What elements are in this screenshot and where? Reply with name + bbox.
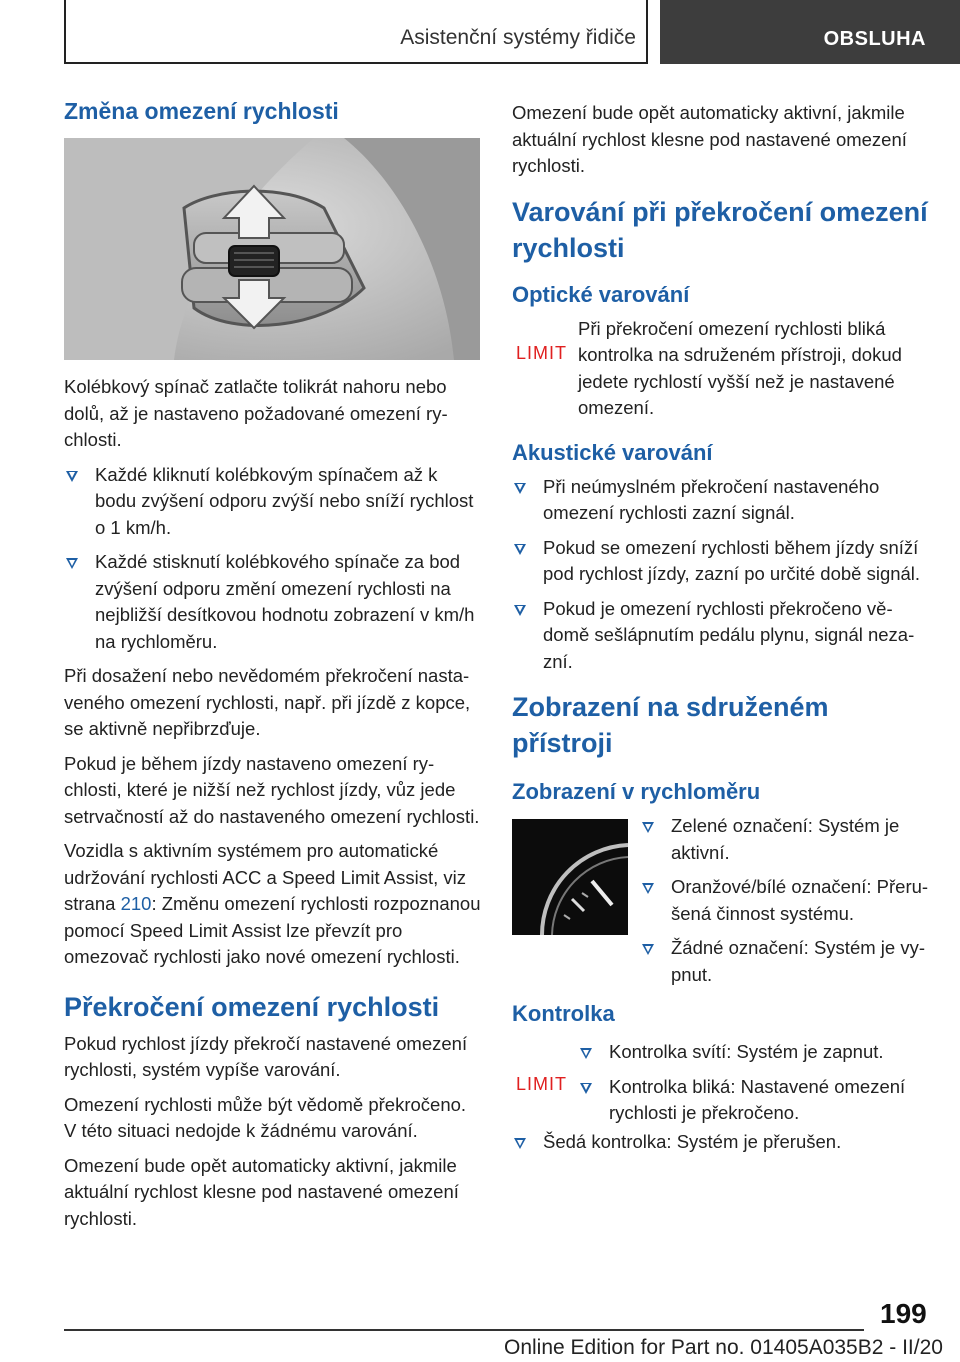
triangle-bullet-icon — [66, 471, 78, 482]
steering-wheel-rocker-image — [64, 138, 480, 360]
list-item: Pokud se omezení rychlosti během jízdy sníží pod rychlost jízdy, zazní po určité době signál. — [512, 535, 928, 588]
optical-warning-block — [512, 316, 928, 422]
heading-optical-warning: Optické varování — [512, 281, 690, 307]
paragraph: Pokud je během jízdy nastaveno omezení rychlosti, které je nižší než rychlost jízdy, vůz jede setrvačností až do nastaveného omezení rychlosti. — [64, 752, 480, 827]
list-item: Každé stisknutí kolébkového spínače za bod zvýšení odporu změní omezení rychlosti na nejbližší desítkovou hodnotu zobrazení v km/h na rychloměru. — [64, 549, 482, 655]
limit-icon: LIMIT — [516, 1074, 568, 1094]
page-number: 199 — [880, 1298, 927, 1329]
heading-cluster-display: Zobrazení na sdruženém přístroji — [512, 692, 829, 758]
list-item: Zelené označení: Systém je aktivní. — [640, 813, 930, 866]
bullet-list — [512, 474, 928, 676]
triangle-bullet-icon — [514, 1138, 526, 1149]
list-item: Kontrolka svítí: Systém je zapnut. — [578, 1039, 930, 1066]
triangle-bullet-icon — [580, 1048, 592, 1059]
paragraph: Kolébkový spínač zatlačte tolikrát nahoru nebo dolů, až je nastaveno požadované omezení rychlosti. — [64, 376, 448, 450]
heading-speed-warning: Varování při překročení omezení rychlosti — [512, 196, 928, 263]
paragraph: Omezení bude opět automaticky aktivní, jakmile aktuální rychlost klesne pod nastavené omezení rychlosti. — [512, 102, 907, 176]
list-item: Každé kliknutí kolébkovým spínačem až k bodu zvýšení odporu zvýší nebo sníží rychlost o 1 km/h. — [64, 462, 482, 542]
list-item: Oranžové/bílé označení: Přerušená činnost systému. — [640, 874, 930, 927]
triangle-bullet-icon — [514, 544, 526, 555]
bullet-list — [64, 462, 482, 656]
list-item: Šedá kontrolka: Systém je přerušen. — [512, 1129, 928, 1156]
bullet-list — [512, 1129, 928, 1156]
header-frame — [64, 0, 648, 64]
paragraph: Pokud rychlost jízdy překročí nastavené omezení rychlosti, systém vypíše varování. — [64, 1032, 468, 1080]
heading-change-speed-limit: Změna omezení rychlosti — [64, 98, 339, 124]
paragraph: Vozidla s aktivním systémem pro automatické udržování rychlosti ACC a Speed Limit Assist, viz strana 210: Změnu omezení rychlosti rozpoznanou pomocí Speed Limit Assist lze převzít pro omezovač rychlosti jako nové omezení rychlosti. — [64, 840, 481, 967]
heading-speedometer-display: Zobrazení v rychloměru — [512, 779, 761, 804]
edition-note: Online Edition for Part no. 01405A035B2 - II/20 — [504, 1336, 943, 1359]
indicator-block — [512, 1041, 928, 1121]
triangle-bullet-icon — [642, 883, 654, 894]
paragraph: Při překročení omezení rychlosti bliká kontrolka na sdruženém přístroji, dokud jedete rychlostí vyšší než je nastavené omezení. — [578, 317, 902, 418]
triangle-bullet-icon — [642, 822, 654, 833]
limit-icon: LIMIT — [516, 342, 568, 363]
right-column — [512, 100, 928, 1164]
bullet-list — [578, 1039, 930, 1135]
paragraph-lines — [512, 316, 928, 422]
triangle-bullet-icon — [514, 483, 526, 494]
bullet-list — [640, 813, 930, 996]
chapter-title: Asistenční systémy řidiče — [400, 26, 636, 49]
heading-indicator: Kontrolka — [512, 1001, 615, 1026]
list-item: Pokud je omezení rychlosti překročeno vědomě sešlápnutím pedálu plynu, signál nezazní. — [512, 596, 928, 676]
page-link[interactable]: 210 — [120, 893, 152, 914]
speedometer-image — [512, 819, 628, 935]
paragraph: Při dosažení nebo nevědomém překročení nastaveného omezení rychlosti, např. při jízdě z kopce, se aktivně nepřibrzďuje. — [64, 665, 471, 739]
paragraph: Omezení bude opět automaticky aktivní, jakmile aktuální rychlost klesne pod nastavené omezení rychlosti. — [64, 1154, 459, 1229]
heading-exceed-speed-limit: Překročení omezení rychlosti — [64, 991, 440, 1022]
section-tab-label: OBSLUHA — [823, 28, 926, 50]
list-item: Žádné označení: Systém je vypnut. — [640, 935, 930, 988]
triangle-bullet-icon — [514, 605, 526, 616]
heading-acoustic-warning: Akustické varování — [512, 439, 713, 465]
triangle-bullet-icon — [642, 944, 654, 955]
left-column — [64, 96, 482, 1240]
triangle-bullet-icon — [66, 558, 78, 569]
paragraph: Omezení rychlosti může být vědomě překročeno. V této situaci nedojde k žádnému varování. — [64, 1093, 467, 1141]
section-tab[interactable] — [660, 0, 960, 64]
list-item: Kontrolka bliká: Nastavené omezení rychlosti je překročeno. — [578, 1074, 930, 1127]
speedometer-block — [512, 815, 929, 987]
triangle-bullet-icon — [580, 1083, 592, 1094]
list-item: Při neúmyslném překročení nastaveného omezení rychlosti zazní signál. — [512, 474, 928, 527]
footer-divider — [64, 1329, 864, 1331]
